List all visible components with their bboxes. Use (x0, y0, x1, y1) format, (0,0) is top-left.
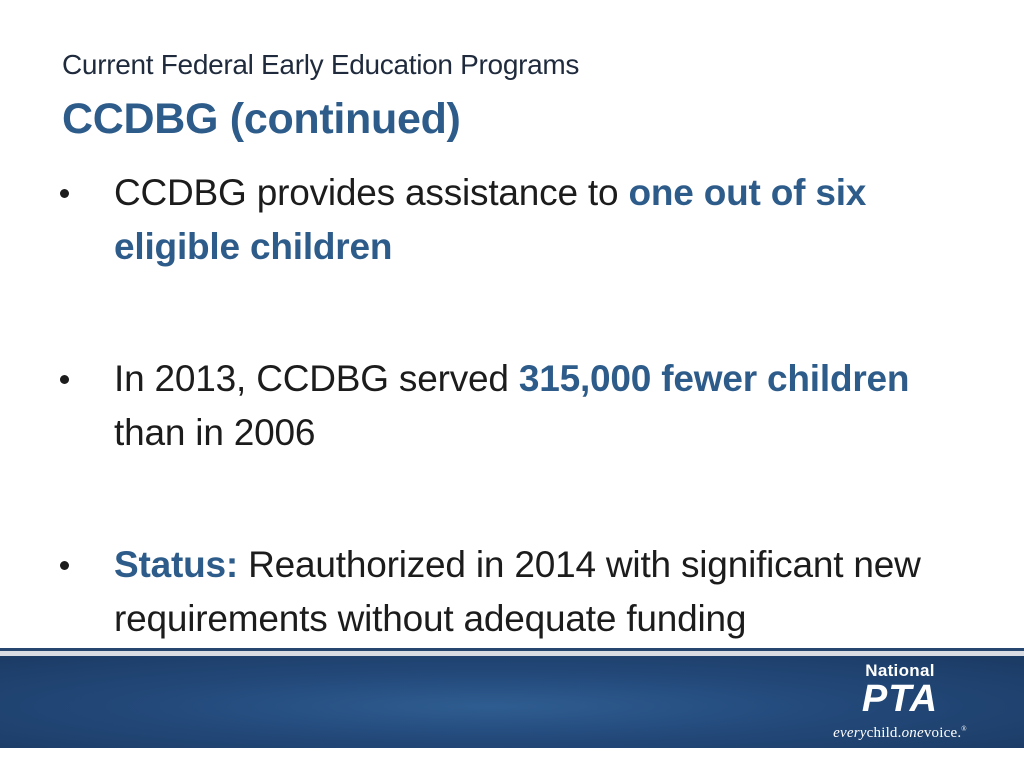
bullet-emphasis: Status: (114, 544, 238, 585)
logo-national-text: National (865, 661, 935, 680)
bullet-text: In 2013, CCDBG served (114, 358, 519, 399)
logo-tagline (820, 720, 980, 742)
bullet-list (60, 166, 980, 646)
bullet-dot-icon (60, 189, 69, 198)
bullet-item (60, 166, 980, 274)
bullet-item (60, 538, 980, 646)
national-pta-logo (820, 662, 980, 746)
logo-tagline-one: one (901, 725, 924, 741)
logo-tagline-child: child. (866, 725, 902, 741)
logo-tagline-voice: voice. (923, 725, 962, 741)
logo-registered-mark: ® (961, 725, 967, 733)
slide-title: CCDBG (continued) (62, 95, 461, 143)
slide-kicker: Current Federal Early Education Programs (62, 49, 580, 80)
bullet-text: CCDBG provides assistance to (114, 172, 629, 213)
bullet-text-after: Reauthorized in 2014 with significant new requirements without adequate funding (114, 544, 921, 639)
logo-pta-text: PTA (861, 678, 939, 720)
bullet-dot-icon (60, 375, 69, 384)
bullet-emphasis: 315,000 fewer children (518, 358, 910, 399)
bullet-item (60, 352, 980, 460)
footer-bottom-margin (0, 748, 1024, 768)
bullet-dot-icon (60, 561, 69, 570)
bullet-emphasis: one out of six eligible children (114, 172, 867, 267)
logo-tagline-every: every (833, 725, 867, 741)
bullet-text-after: than in 2006 (114, 412, 316, 453)
